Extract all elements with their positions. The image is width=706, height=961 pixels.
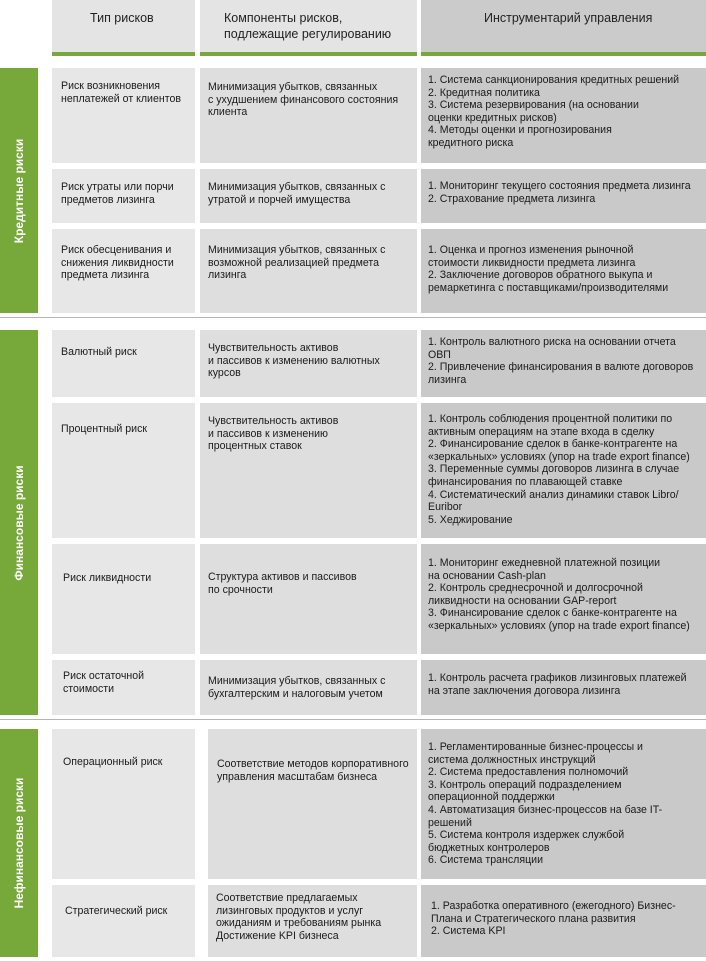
risk-components: Минимизация убытков, связанных с бухгалтерским и налоговым учетом — [208, 675, 386, 700]
table-row-tools — [421, 660, 706, 715]
risk-tools: 1. Контроль расчета графиков лизинговых платежей на этапе заключения договора лизинга — [428, 672, 687, 697]
risk-tools: 1. Контроль соблюдения процентной политики по активным операциям на этапе входа в сделку 2. Финансирование сделок в банке-контрагенте на «зеркальных» условиях (упор на trade export finance) 3. Переменные суммы договоров лизинга в случае финансирования по плавающей ставке 4. Систематический анализ динамики ставок Libro/ Euribor 5. Хеджирование — [428, 413, 690, 526]
group-divider — [0, 317, 706, 318]
table-row-type — [52, 229, 195, 313]
table-row-type — [52, 169, 195, 223]
header-col-risk-type-label: Тип рисков — [90, 11, 154, 25]
risk-type: Риск утраты или порчи предметов лизинга — [61, 181, 174, 206]
risk-components: Соответствие методов корпоративного управления масштабам бизнеса — [217, 758, 409, 783]
table-row-type — [52, 403, 195, 538]
group-divider — [0, 719, 706, 720]
risk-type: Риск остаточной стоимости — [63, 670, 145, 695]
group-band-credit — [0, 68, 38, 313]
table-row-type — [52, 660, 195, 715]
risk-type: Процентный риск — [61, 423, 148, 435]
table-row-tools — [421, 68, 706, 163]
risk-components: Минимизация убытков, связанных с утратой и порчей имущества — [208, 181, 386, 206]
risk-components: Чувствительность активов и пассивов к изменению процентных ставок — [208, 415, 339, 453]
table-row-tools — [421, 885, 706, 957]
risk-type: Стратегический риск — [65, 905, 168, 917]
risk-tools: 1. Разработка оперативного (ежегодного) Бизнес- Плана и Стратегического плана развития 2. Система KPI — [431, 900, 676, 938]
group-label: Нефинансовые риски — [12, 777, 26, 909]
risk-tools: 1. Регламентированные бизнес-процессы и система должностных инструкций 2. Система предоставления полномочий 3. Контроль операций подразделением операционной поддержки 4. Автоматизация бизнес-процессов на базе IT- решений 5. Система контроля издержек службой бюджетных контролеров 6. Система трансляции — [428, 741, 663, 867]
header-underline-1 — [52, 52, 195, 56]
table-row-components — [200, 68, 417, 163]
header-underline-3 — [421, 52, 706, 56]
header-col-tools — [421, 0, 706, 52]
risk-components: Соответствие предлагаемых лизинговых продуктов и услуг ожиданиям и требованиям рынка Достижение KPI бизнеса — [216, 892, 382, 942]
table-row-components — [200, 544, 417, 654]
header-col-risk-type — [52, 0, 195, 52]
table-row-components — [200, 169, 417, 223]
header-col-components — [200, 0, 417, 52]
group-band-nonfinancial — [0, 729, 38, 957]
table-row-tools — [421, 330, 706, 397]
table-row-tools — [421, 544, 706, 654]
table-row-type — [52, 544, 195, 654]
group-band-financial — [0, 330, 38, 715]
risk-type: Риск возникновения неплатежей от клиентов — [61, 80, 181, 105]
risk-type: Риск обесценивания и снижения ликвидности предмета лизинга — [61, 244, 174, 282]
risk-tools: 1. Мониторинг текущего состояния предмета лизинга 2. Страхование предмета лизинга — [428, 180, 691, 205]
table-row-components — [200, 660, 417, 715]
risk-type: Операционный риск — [63, 756, 163, 768]
table-row-type — [52, 330, 195, 397]
group-label: Кредитные риски — [12, 138, 26, 243]
table-row-components — [208, 885, 417, 957]
group-label: Финансовые риски — [12, 464, 26, 581]
risk-tools: 1. Система санкционирования кредитных решений 2. Кредитная политика 3. Система резервирования (на основании оценки кредитных рисков) 4. Методы оценки и прогнозирования кредитного риска — [428, 74, 680, 149]
table-row-components — [200, 403, 417, 538]
table-row-tools — [421, 729, 706, 879]
table-row-tools — [421, 169, 706, 223]
table-row-components — [200, 229, 417, 313]
risk-components: Минимизация убытков, связанных с ухудшением финансового состояния клиента — [208, 81, 399, 119]
table-row-components — [200, 330, 417, 397]
table-row-type — [52, 68, 195, 163]
risk-type: Риск ликвидности — [63, 572, 152, 584]
risk-tools: 1. Контроль валютного риска на основании отчета ОВП 2. Привлечение финансирования в валюте договоров лизинга — [428, 336, 694, 386]
table-row-components — [208, 729, 417, 879]
header-col-tools-label: Инструментарий управления — [484, 11, 653, 25]
header-underline-2 — [200, 52, 417, 56]
header-col-components-label: Компоненты рисков, подлежащие регулированию — [224, 11, 392, 41]
table-row-type — [52, 885, 195, 957]
risk-components: Чувствительность активов и пассивов к изменению валютных курсов — [208, 342, 380, 380]
table-row-tools — [421, 229, 706, 313]
risk-type: Валютный риск — [61, 346, 137, 358]
table-row-type — [52, 729, 195, 879]
risk-components: Минимизация убытков, связанных с возможной реализацией предмета лизинга — [208, 244, 386, 282]
risk-components: Структура активов и пассивов по срочности — [208, 571, 357, 596]
risk-tools: 1. Мониторинг ежедневной платежной позиции на основании Cash-plan 2. Контроль среднесрочной и долгосрочной ликвидности на основании GAP-report 3. Финансирование сделок с банке-контрагенте на «зеркальных» условиях (упор на trade export finance) — [428, 557, 690, 632]
risk-tools: 1. Оценка и прогноз изменения рыночной стоимости ликвидности предмета лизинга 2. Заключение договоров обратного выкупа и ремаркетинга с поставщиками/производителями — [428, 244, 669, 294]
table-row-tools — [421, 403, 706, 538]
